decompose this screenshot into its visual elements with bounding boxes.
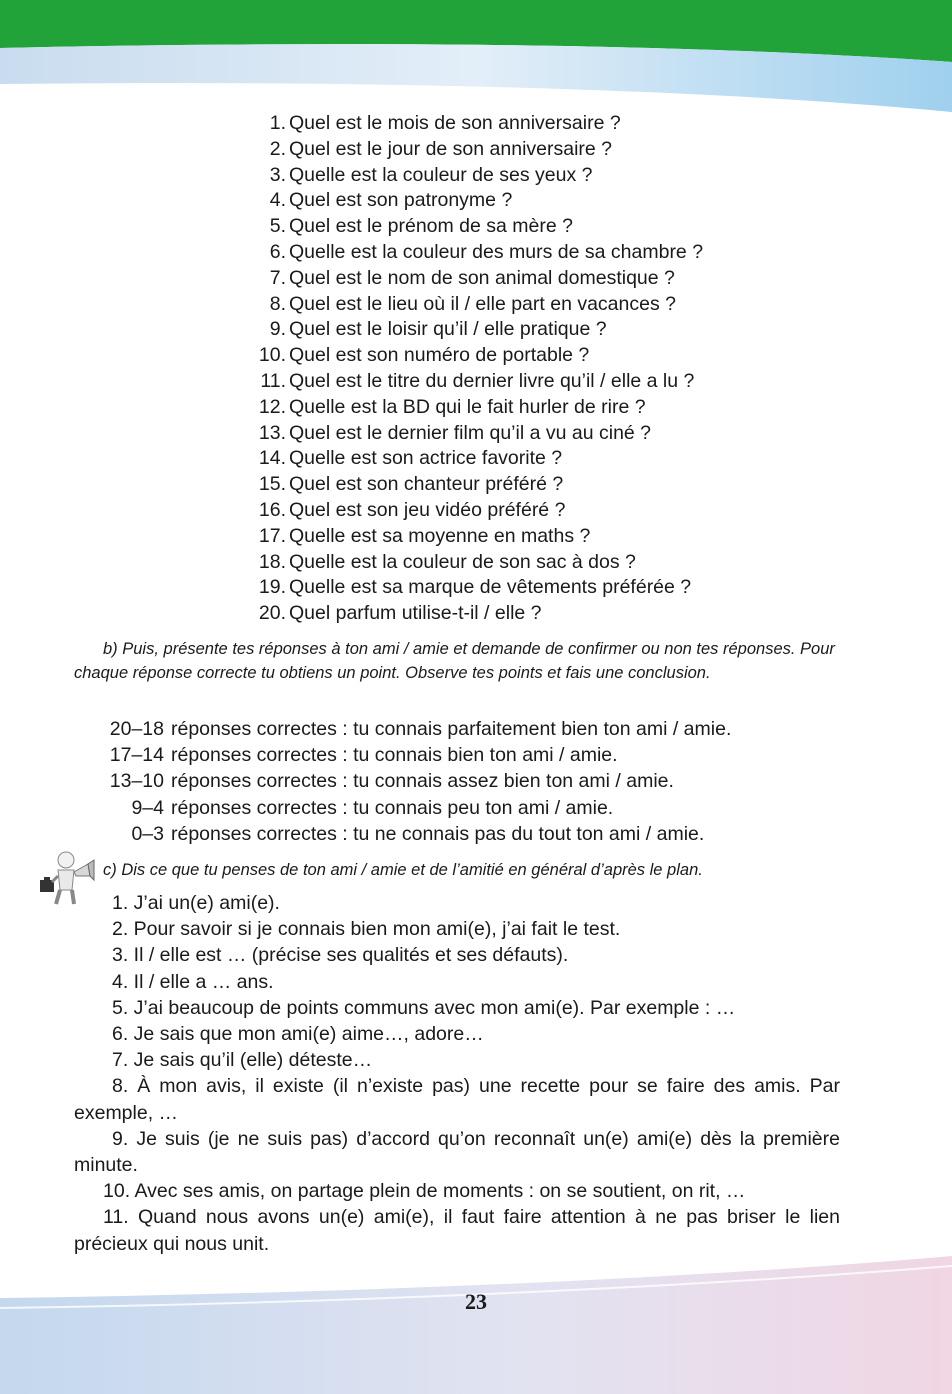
plan-item: 6. Je sais que mon ami(e) aime…, adore… — [112, 1023, 484, 1046]
question-item — [250, 137, 703, 163]
question-number: 15. — [258, 473, 286, 496]
question-item — [250, 163, 703, 189]
question-text: Quel est le nom de son animal domestique ? — [289, 266, 675, 289]
question-number: 8. — [269, 292, 286, 315]
question-item — [250, 240, 703, 266]
question-item — [250, 421, 703, 447]
question-number: 5. — [269, 215, 286, 238]
plan-list — [74, 890, 840, 1257]
plan-item: 2. Pour savoir si je connais bien mon ami(e), j’ai fait le test. — [112, 918, 621, 941]
question-item — [250, 395, 703, 421]
score-description: réponses correctes : tu connais parfaitement bien ton ami / amie. — [171, 718, 732, 740]
question-item — [250, 498, 703, 524]
plan-item: 1. J’ai un(e) ami(e). — [112, 892, 280, 914]
question-text: Quel est le titre du dernier livre qu’il / elle a lu ? — [289, 369, 695, 392]
page-number: 23 — [465, 1289, 487, 1314]
question-number: 7. — [269, 266, 286, 289]
question-item — [250, 214, 703, 240]
question-number: 11. — [260, 369, 286, 392]
plan-item: 8. À mon avis, il existe (il n’existe pas) une recette pour se faire des amis. Par exemple, … — [74, 1075, 840, 1124]
question-item — [250, 575, 703, 601]
question-text: Quel est le prénom de sa mère ? — [289, 215, 573, 238]
question-number: 14. — [258, 447, 286, 470]
footer-decoration — [0, 1250, 952, 1394]
score-range: 0–3 — [131, 822, 164, 845]
question-item — [250, 550, 703, 576]
plan-item: 7. Je sais qu’il (elle) déteste… — [112, 1049, 373, 1072]
score-description: réponses correctes : tu connais peu ton ami / amie. — [171, 796, 614, 819]
question-item — [250, 446, 703, 472]
header-decoration — [0, 0, 952, 120]
question-number: 2. — [269, 137, 286, 160]
question-number: 4. — [269, 189, 286, 212]
question-text: Quelle est la couleur de ses yeux ? — [289, 163, 593, 186]
question-text: Quelle est sa marque de vêtements préférée ? — [289, 576, 692, 599]
question-text: Quelle est la couleur de son sac à dos ? — [289, 550, 636, 573]
plan-item: 4. Il / elle a … ans. — [112, 970, 274, 993]
plan-item: 3. Il / elle est … (précise ses qualités et ses défauts). — [112, 944, 569, 967]
question-text: Quel est son chanteur préféré ? — [289, 473, 564, 496]
score-range: 13–10 — [109, 770, 164, 793]
score-range: 20–18 — [109, 718, 164, 740]
instruction-c: c) Dis ce que tu penses de ton ami / amie et de l’amitié en général d’après le plan. — [103, 861, 703, 879]
question-number: 9. — [269, 318, 286, 341]
question-number: 1. — [269, 112, 286, 134]
question-number: 17. — [258, 524, 286, 547]
score-range: 9–4 — [131, 796, 164, 819]
question-item — [250, 524, 703, 550]
question-item — [250, 266, 703, 292]
question-number: 3. — [269, 163, 286, 186]
question-text: Quel est le dernier film qu’il a vu au ciné ? — [289, 421, 652, 444]
question-text: Quel est le mois de son anniversaire ? — [289, 112, 621, 134]
plan-item: 10. Avec ses amis, on partage plein de moments : on se soutient, on rit, … — [103, 1180, 746, 1203]
question-item — [250, 111, 703, 137]
question-text: Quel est son jeu vidéo préféré ? — [289, 498, 566, 521]
question-number: 19. — [258, 576, 286, 599]
score-description: réponses correctes : tu connais assez bien ton ami / amie. — [171, 770, 674, 793]
question-number: 13. — [258, 421, 286, 444]
plan-item: 5. J’ai beaucoup de points communs avec mon ami(e). Par exemple : … — [112, 996, 736, 1019]
questions-list — [250, 111, 703, 627]
question-text: Quel est son numéro de portable ? — [289, 344, 590, 367]
score-range: 17–14 — [109, 744, 164, 767]
plan-item: 11. Quand nous avons un(e) ami(e), il faut faire attention à ne pas briser le lien précieux qui nous unit. — [74, 1206, 840, 1255]
plan-item: 9. Je suis (je ne suis pas) d’accord qu’on reconnaît un(e) ami(e) dès la première minute. — [74, 1127, 840, 1177]
question-item — [250, 292, 703, 318]
question-item — [250, 472, 703, 498]
question-text: Quel est le jour de son anniversaire ? — [289, 137, 613, 160]
question-number: 20. — [258, 602, 286, 625]
question-text: Quelle est la BD qui le fait hurler de rire ? — [289, 395, 646, 418]
question-number: 12. — [258, 395, 286, 418]
question-text: Quel est son patronyme ? — [289, 189, 513, 212]
question-number: 10. — [258, 344, 286, 367]
question-item — [250, 188, 703, 214]
question-text: Quelle est la couleur des murs de sa chambre ? — [289, 240, 704, 263]
question-text: Quel est le loisir qu’il / elle pratique ? — [289, 318, 607, 341]
question-text: Quelle est son actrice favorite ? — [289, 447, 563, 470]
question-number: 18. — [258, 550, 286, 573]
question-item — [250, 369, 703, 395]
question-text: Quel parfum utilise-t-il / elle ? — [289, 602, 542, 625]
question-item — [250, 601, 703, 627]
score-description: réponses correctes : tu ne connais pas du tout ton ami / amie. — [171, 822, 705, 845]
question-number: 16. — [258, 498, 286, 521]
question-text: Quelle est sa moyenne en maths ? — [289, 524, 591, 547]
instruction-b: b) Puis, présente tes réponses à ton ami / amie et demande de confirmer ou non tes réponses. Pour chaque réponse correcte tu obtiens un point. Observe tes points et fais une conclusion. — [74, 640, 835, 682]
question-item — [250, 317, 703, 343]
question-text: Quel est le lieu où il / elle part en vacances ? — [289, 292, 676, 315]
score-description: réponses correctes : tu connais bien ton ami / amie. — [171, 744, 618, 767]
question-number: 6. — [269, 240, 286, 263]
question-item — [250, 343, 703, 369]
